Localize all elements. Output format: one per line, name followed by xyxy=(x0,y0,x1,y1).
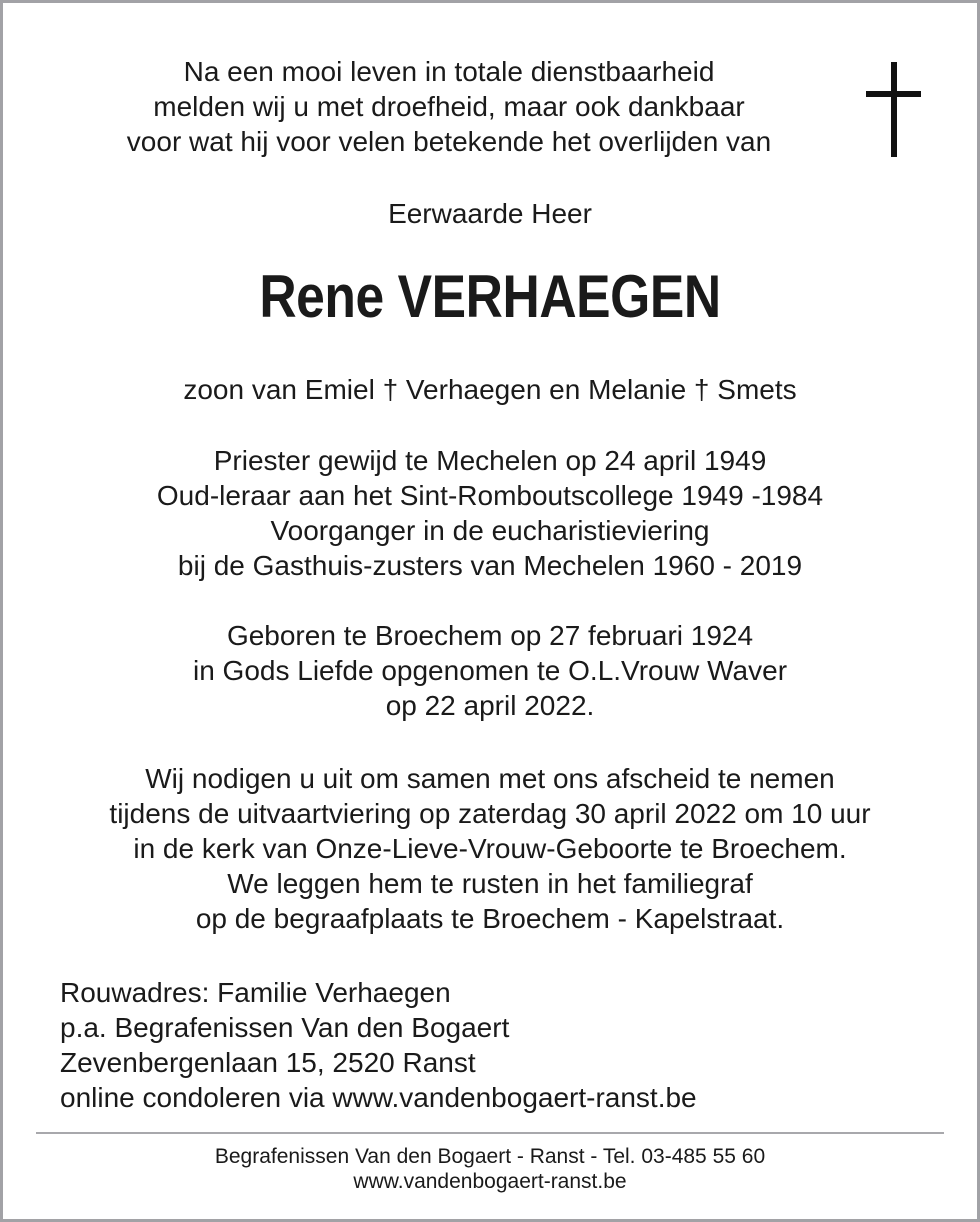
intro-line: voor wat hij voor velen betekende het overlijden van xyxy=(126,126,772,157)
dates-line: op 22 april 2022. xyxy=(385,690,595,721)
invite-line: in de kerk van Onze-Lieve-Vrouw-Geboorte te Broechem. xyxy=(133,833,847,864)
invite-line: Wij nodigen u uit om samen met ons afscheid te nemen xyxy=(145,763,835,794)
intro-text xyxy=(0,54,898,159)
address-line: online condoleren via www.vandenbogaert-ranst.be xyxy=(60,1082,697,1113)
career-line: Voorganger in de eucharistieviering xyxy=(270,515,710,546)
footer-contact: Begrafenissen Van den Bogaert - Ranst - Tel. 03-485 55 60 xyxy=(214,1145,766,1168)
intro-line: melden wij u met droefheid, maar ook dankbaar xyxy=(153,91,745,122)
career-line: Oud-leraar aan het Sint-Romboutscollege 1949 -1984 xyxy=(156,480,824,511)
parents-line: zoon van Emiel † Verhaegen en Melanie † Smets xyxy=(183,374,797,405)
dates-text xyxy=(0,618,980,723)
invite-line: tijdens de uitvaartviering op zaterdag 30 april 2022 om 10 uur xyxy=(109,798,871,829)
invite-line: op de begraafplaats te Broechem - Kapelstraat. xyxy=(195,903,785,934)
career-text xyxy=(0,443,980,583)
address-line: p.a. Begrafenissen Van den Bogaert xyxy=(60,1012,510,1043)
footer-website: www.vandenbogaert-ranst.be xyxy=(353,1170,627,1193)
career-line: bij de Gasthuis-zusters van Mechelen 1960 - 2019 xyxy=(177,550,803,581)
footer xyxy=(0,1144,980,1194)
intro-line: Na een mooi leven in totale dienstbaarheid xyxy=(183,56,715,87)
mourning-address xyxy=(60,975,697,1115)
deceased-name: Rene VERHAEGEN xyxy=(259,263,721,330)
honorific-title: Eerwaarde Heer xyxy=(388,198,592,229)
dates-line: in Gods Liefde opgenomen te O.L.Vrouw Waver xyxy=(192,655,788,686)
invitation-text xyxy=(0,761,980,936)
address-line: Zevenbergenlaan 15, 2520 Ranst xyxy=(60,1047,476,1078)
dates-line: Geboren te Broechem op 27 februari 1924 xyxy=(226,620,754,651)
invite-line: We leggen hem te rusten in het familiegraf xyxy=(227,868,753,899)
career-line: Priester gewijd te Mechelen op 24 april 1949 xyxy=(213,445,767,476)
address-line: Rouwadres: Familie Verhaegen xyxy=(60,977,451,1008)
divider xyxy=(36,1132,944,1134)
